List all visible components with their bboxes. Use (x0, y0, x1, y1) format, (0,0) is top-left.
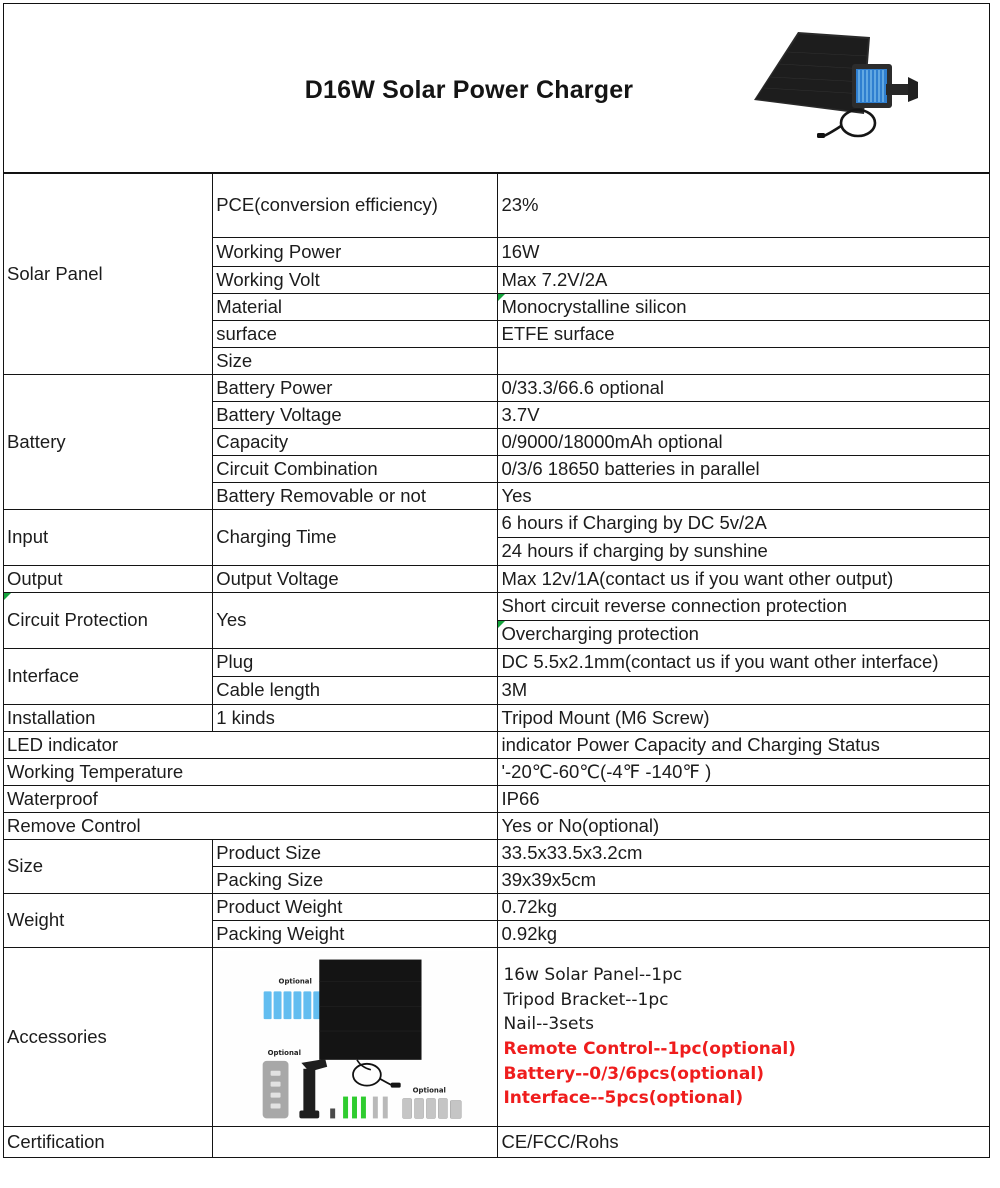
accessory-item: Nail--3sets (503, 1014, 594, 1035)
spec-name: Working Volt (213, 267, 498, 294)
image-label-optional-remote: Optional (267, 1048, 302, 1057)
table-row (4, 593, 990, 621)
spec-value: 0/33.3/66.6 optional (498, 375, 990, 402)
section-label-certification: Certification (4, 1127, 213, 1158)
table-row (4, 1127, 990, 1158)
header-banner (3, 3, 990, 173)
accessories-list-cell (498, 948, 990, 1127)
section-label-remove-control: Remove Control (4, 813, 498, 840)
accessories-list (501, 963, 986, 1111)
spec-name: 1 kinds (213, 705, 498, 732)
spec-value: 23% (498, 174, 990, 238)
table-row-accessories (4, 948, 990, 1127)
table-row (4, 840, 990, 867)
spec-value: Yes or No(optional) (498, 813, 990, 840)
section-label-solar-panel: Solar Panel (4, 174, 213, 375)
spec-value: DC 5.5x2.1mm(contact us if you want other interface) (498, 649, 990, 677)
table-row (4, 759, 990, 786)
accessory-item-optional: Remote Control--1pc(optional) (503, 1039, 796, 1059)
spec-value: 39x39x5cm (498, 867, 990, 894)
spec-name: Battery Voltage (213, 402, 498, 429)
solar-panel-illustration (746, 22, 926, 147)
accessory-item-optional: Interface--5pcs(optional) (503, 1088, 744, 1109)
spec-value: Tripod Mount (M6 Screw) (498, 705, 990, 732)
spec-value: 0.92kg (498, 921, 990, 948)
table-row (4, 174, 990, 238)
spec-name: Plug (213, 649, 498, 677)
spec-name: surface (213, 321, 498, 348)
section-label-interface: Interface (4, 649, 213, 705)
spec-value: 0.72kg (498, 894, 990, 921)
spec-value: Monocrystalline silicon (498, 294, 990, 321)
accessory-item: 16w Solar Panel--1pc (503, 965, 683, 986)
section-label-output: Output (4, 566, 213, 593)
spec-name: Material (213, 294, 498, 321)
section-label-working-temperature: Working Temperature (4, 759, 498, 786)
section-label-size: Size (4, 840, 213, 894)
table-row (4, 649, 990, 677)
spec-value: indicator Power Capacity and Charging Status (498, 732, 990, 759)
spec-name: Cable length (213, 677, 498, 705)
image-label-optional-battery: Optional (278, 977, 313, 986)
section-label-circuit-protection: Circuit Protection (4, 593, 213, 649)
spec-name: Working Power (213, 238, 498, 267)
spec-name: Circuit Combination (213, 456, 498, 483)
spec-value: Overcharging protection (498, 621, 990, 649)
accessory-item-optional: Battery--0/3/6pcs(optional) (503, 1063, 764, 1084)
section-label-installation: Installation (4, 705, 213, 732)
section-label-led-indicator: LED indicator (4, 732, 498, 759)
spec-name: Output Voltage (213, 566, 498, 593)
spec-value: 24 hours if charging by sunshine (498, 538, 990, 566)
spec-value: 0/3/6 18650 batteries in parallel (498, 456, 990, 483)
table-row (4, 813, 990, 840)
spec-name: Packing Weight (213, 921, 498, 948)
section-label-waterproof: Waterproof (4, 786, 498, 813)
spec-name: Size (213, 348, 498, 375)
spec-name: Battery Power (213, 375, 498, 402)
spec-value: 16W (498, 238, 990, 267)
certification-middle (213, 1127, 498, 1158)
page-title: D16W Solar Power Charger (304, 76, 634, 104)
spec-value: 6 hours if Charging by DC 5v/2A (498, 510, 990, 538)
spec-name: Capacity (213, 429, 498, 456)
table-row (4, 375, 990, 402)
table-row (4, 732, 990, 759)
spec-value: 0/9000/18000mAh optional (498, 429, 990, 456)
section-label-input: Input (4, 510, 213, 566)
section-label-weight: Weight (4, 894, 213, 948)
spec-value: '-20℃-60℃(-4℉ -140℉ ) (498, 759, 990, 786)
spec-value: 3M (498, 677, 990, 705)
spec-name: PCE(conversion efficiency) (213, 174, 498, 238)
section-label-accessories: Accessories (4, 948, 213, 1127)
spec-value: Max 12v/1A(contact us if you want other output) (498, 566, 990, 593)
table-row (4, 705, 990, 732)
specification-table (3, 173, 990, 1158)
certification-value: CE/FCC/Rohs (498, 1127, 990, 1158)
accessories-kit-illustration (216, 951, 494, 1123)
spec-value (498, 348, 990, 375)
accessory-item: Tripod Bracket--1pc (503, 989, 669, 1010)
spec-value: Max 7.2V/2A (498, 267, 990, 294)
product-hero-image (746, 22, 926, 147)
accessories-image (213, 948, 498, 1127)
spec-name: Battery Removable or not (213, 483, 498, 510)
spec-name: Charging Time (213, 510, 498, 566)
table-row (4, 510, 990, 538)
image-label-optional-interface: Optional (412, 1086, 447, 1095)
spec-value: Yes (498, 483, 990, 510)
spec-name: Product Size (213, 840, 498, 867)
spec-name: Packing Size (213, 867, 498, 894)
table-row (4, 566, 990, 593)
spec-value: ETFE surface (498, 321, 990, 348)
spec-name: Yes (213, 593, 498, 649)
spec-value: 33.5x33.5x3.2cm (498, 840, 990, 867)
section-label-battery: Battery (4, 375, 213, 510)
spec-value: IP66 (498, 786, 990, 813)
spec-value: 3.7V (498, 402, 990, 429)
table-row (4, 786, 990, 813)
spec-value: Short circuit reverse connection protection (498, 593, 990, 621)
spec-name: Product Weight (213, 894, 498, 921)
table-row (4, 894, 990, 921)
